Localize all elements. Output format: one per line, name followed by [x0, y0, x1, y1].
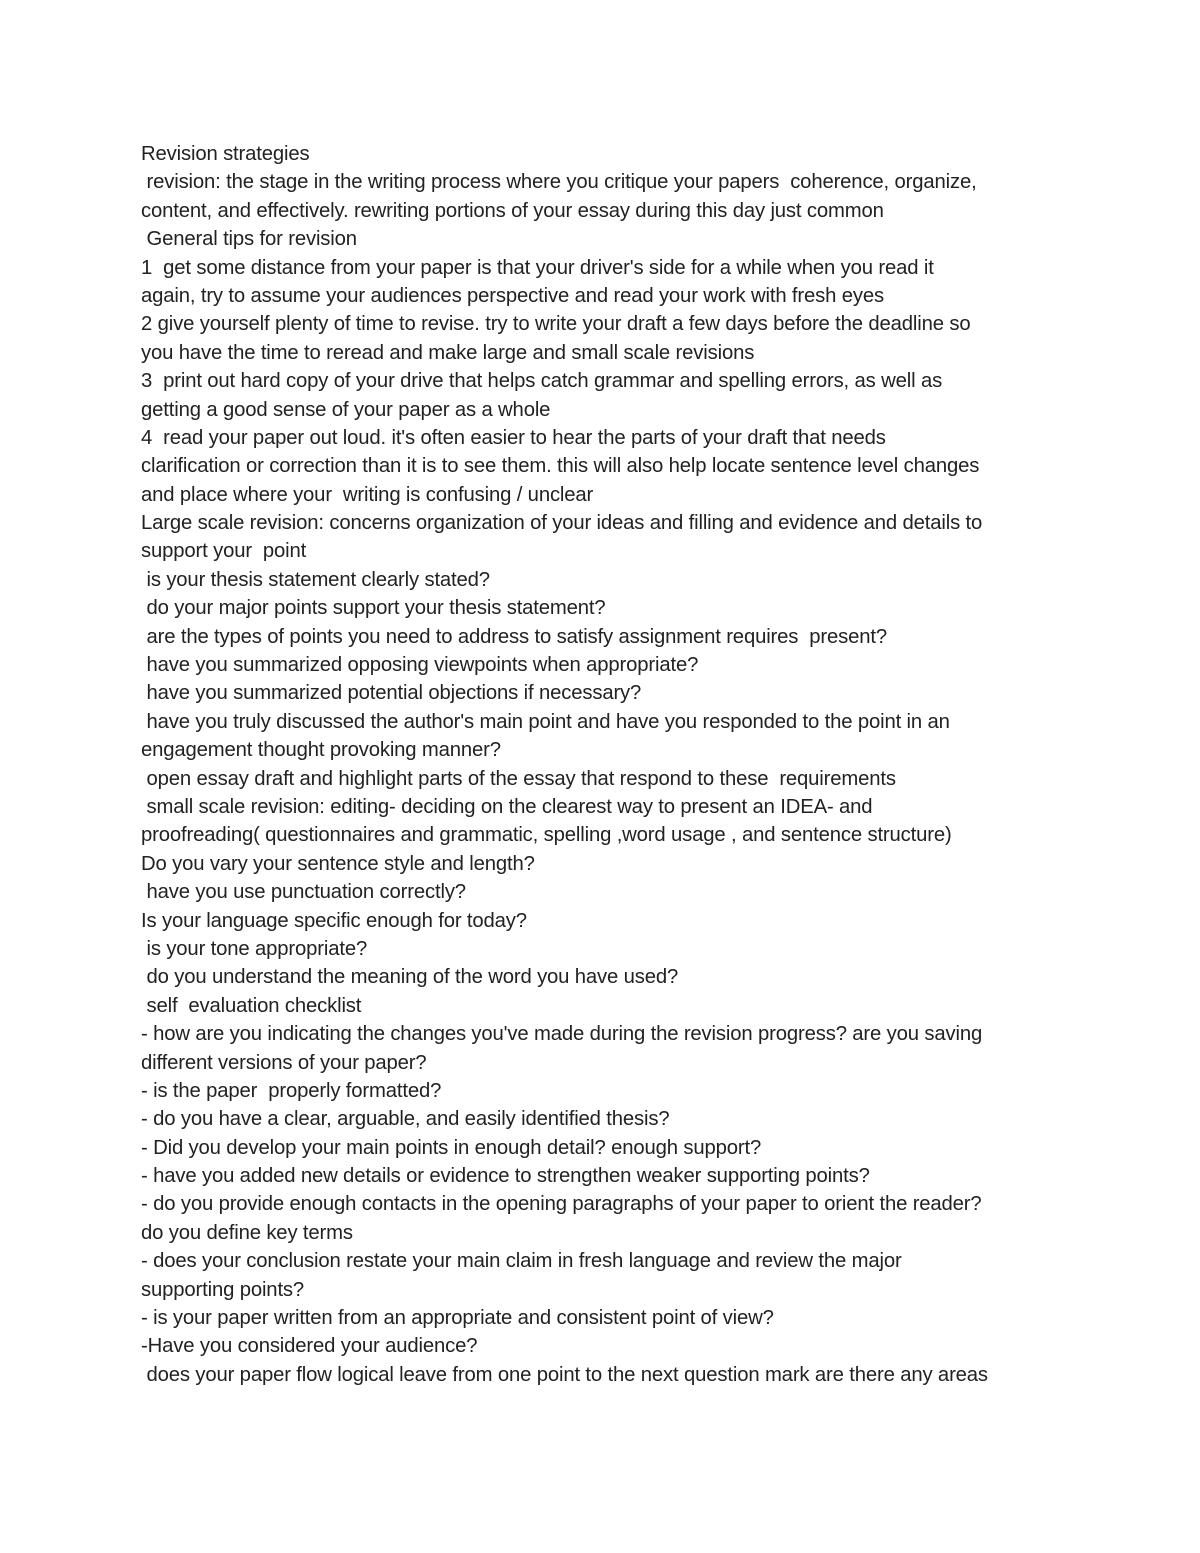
- text-line: Is your language specific enough for today?: [141, 909, 527, 932]
- text-line: 4 read your paper out loud. it's often easier to hear the parts of your draft that needs: [141, 426, 886, 449]
- text-line: you have the time to reread and make large and small scale revisions: [141, 341, 755, 364]
- text-line: small scale revision: editing- deciding on the clearest way to present an IDEA- and: [141, 795, 873, 818]
- text-line: content, and effectively. rewriting portions of your essay during this day just common: [141, 199, 884, 222]
- text-line: is your tone appropriate?: [141, 937, 368, 960]
- text-line: have you use punctuation correctly?: [141, 881, 466, 904]
- text-line: open essay draft and highlight parts of the essay that respond to these requirements: [141, 767, 896, 790]
- text-line: Do you vary your sentence style and length?: [141, 852, 535, 875]
- text-line: -Have you considered your audience?: [141, 1335, 478, 1358]
- document-body: [141, 140, 1071, 1389]
- text-line: again, try to assume your audiences perspective and read your work with fresh eyes: [141, 284, 884, 307]
- text-line: self evaluation checklist: [141, 994, 362, 1017]
- document-title: Revision strategies: [141, 143, 310, 165]
- text-line: - how are you indicating the changes you've made during the revision progress? are you saving: [141, 1023, 983, 1046]
- text-line: and place where your writing is confusing / unclear: [141, 483, 594, 506]
- text-line: do you understand the meaning of the word you have used?: [141, 966, 679, 989]
- text-line: Large scale revision: concerns organization of your ideas and filling and evidence and details to: [141, 512, 983, 535]
- text-line: - do you provide enough contacts in the opening paragraphs of your paper to orient the reader?: [141, 1193, 982, 1216]
- text-line: getting a good sense of your paper as a whole: [141, 398, 551, 421]
- text-line: - is the paper properly formatted?: [141, 1079, 442, 1102]
- text-line: different versions of your paper?: [141, 1051, 427, 1074]
- text-line: clarification or correction than it is to see them. this will also help locate sentence level changes: [141, 455, 980, 478]
- text-line: 2 give yourself plenty of time to revise. try to write your draft a few days before the deadline so: [141, 313, 971, 336]
- text-line: - have you added new details or evidence to strengthen weaker supporting points?: [141, 1165, 870, 1188]
- text-line: have you summarized potential objections if necessary?: [141, 682, 642, 705]
- text-line: - do you have a clear, arguable, and easily identified thesis?: [141, 1108, 670, 1131]
- text-line: - is your paper written from an appropriate and consistent point of view?: [141, 1307, 774, 1330]
- text-line: proofreading( questionnaires and grammatic, spelling ,word usage , and sentence structure): [141, 824, 952, 847]
- text-line: support your point: [141, 540, 307, 563]
- text-line: do your major points support your thesis statement?: [141, 597, 606, 620]
- text-line: does your paper flow logical leave from one point to the next question mark are there any areas: [141, 1363, 988, 1386]
- text-line: 3 print out hard copy of your drive that helps catch grammar and spelling errors, as well as: [141, 370, 943, 393]
- text-line: have you truly discussed the author's main point and have you responded to the point in an: [141, 710, 950, 733]
- text-line: - does your conclusion restate your main claim in fresh language and review the major: [141, 1250, 902, 1273]
- text-line: is your thesis statement clearly stated?: [141, 568, 490, 591]
- text-line: revision: the stage in the writing process where you critique your papers coherence, organize,: [141, 171, 977, 194]
- text-line: engagement thought provoking manner?: [141, 739, 501, 762]
- text-line: - Did you develop your main points in enough detail? enough support?: [141, 1136, 762, 1159]
- text-line: do you define key terms: [141, 1221, 353, 1244]
- text-line: are the types of points you need to address to satisfy assignment requires present?: [141, 625, 887, 648]
- text-line: have you summarized opposing viewpoints when appropriate?: [141, 654, 699, 677]
- text-line: 1 get some distance from your paper is that your driver's side for a while when you read it: [141, 256, 934, 279]
- text-line: General tips for revision: [141, 228, 357, 251]
- text-line: supporting points?: [141, 1278, 305, 1301]
